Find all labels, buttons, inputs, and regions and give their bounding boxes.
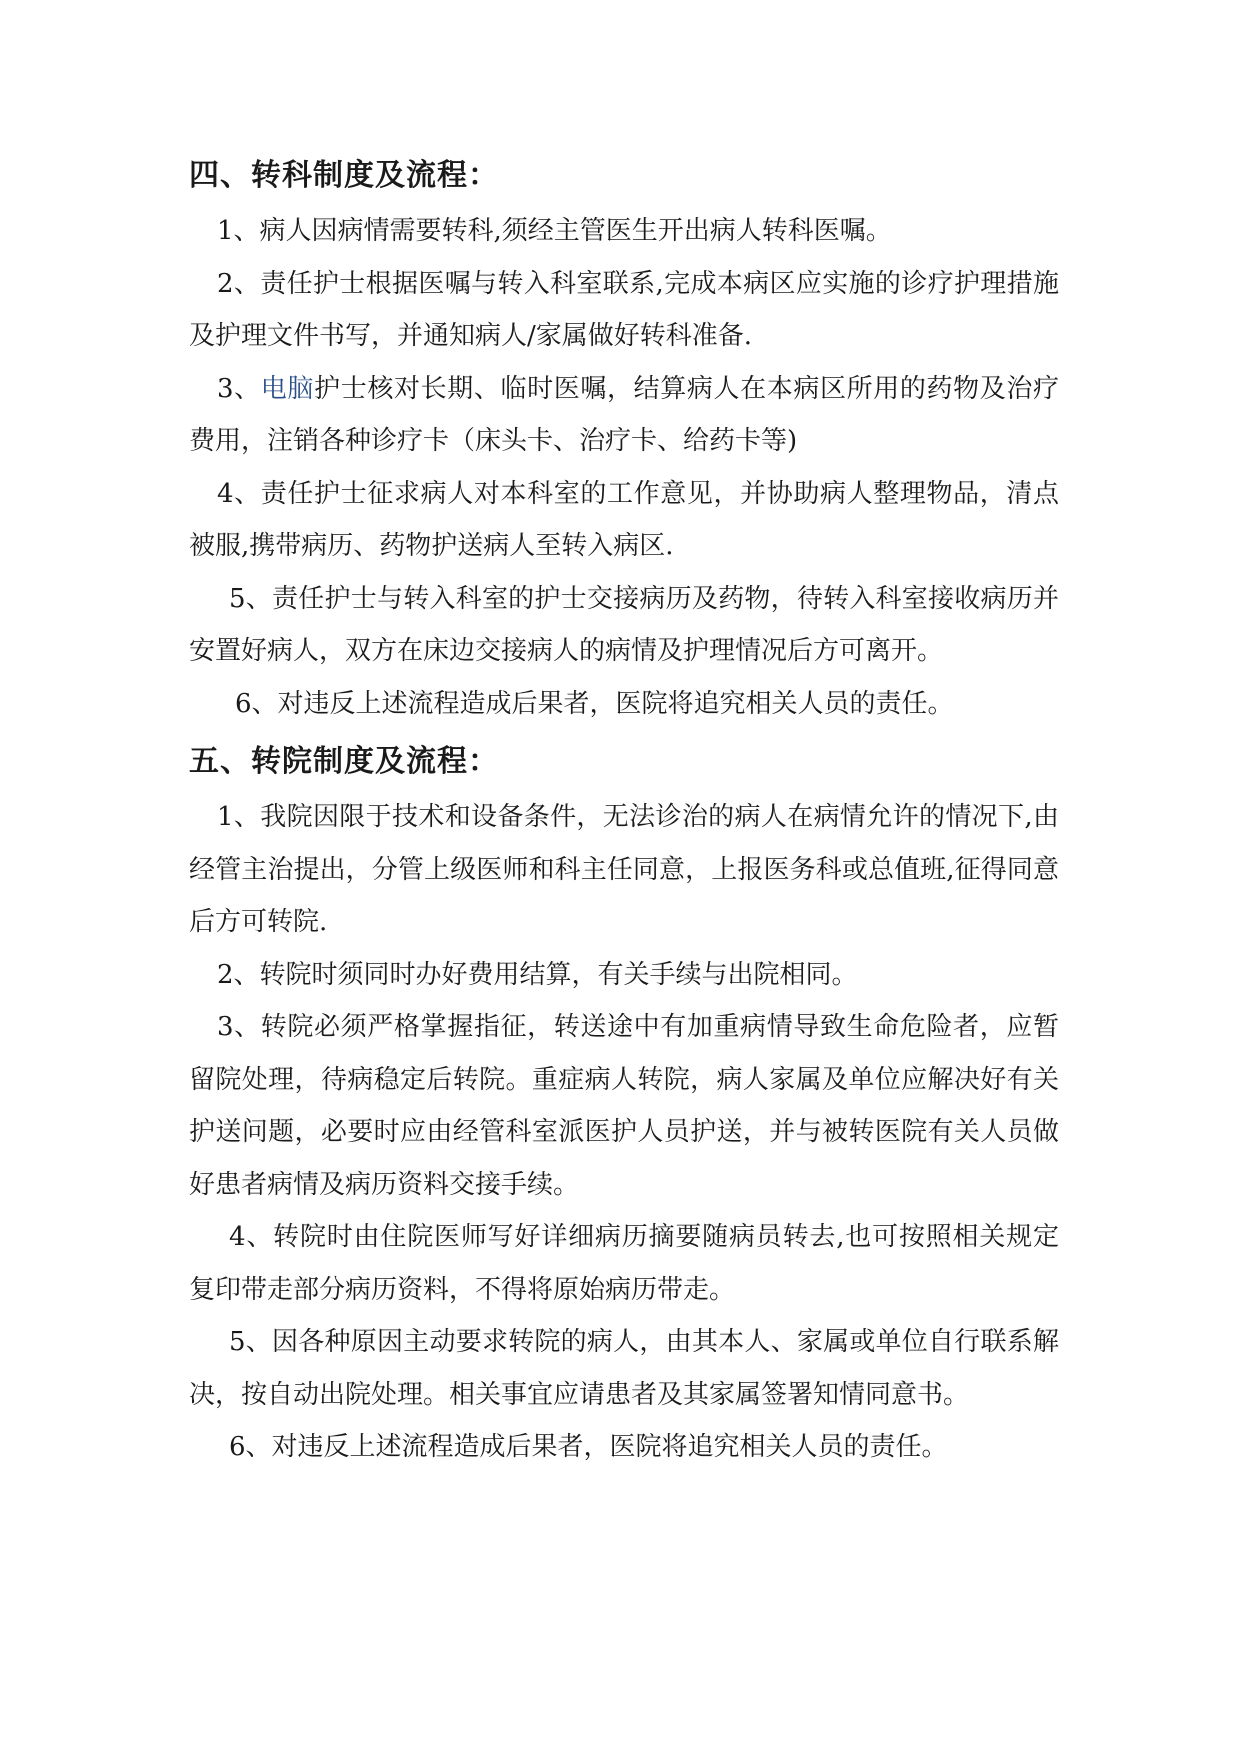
computer-link[interactable]: 电脑 <box>260 373 315 404</box>
section-4-item-1: 1、病人因病情需要转科,须经主管医生开出病人转科医嘱。 <box>217 216 892 246</box>
section-5-item-4: 4、转院时由住院医师写好详细病历摘要随病员转去,也可按照相关规定复印带走部分病历资料，不得将原始病历带走。 <box>189 1222 1059 1305</box>
section-4-item-3-prefix: 3、 <box>217 373 261 404</box>
section-4-heading: 四、转科制度及流程： <box>189 158 499 193</box>
document-body <box>189 150 1059 1474</box>
section-4-item-3 <box>189 363 1059 468</box>
section-4-item-2: 2、责任护士根据医嘱与转入科室联系,完成本病区应实施的诊疗护理措施及护理文件书写，并通知病人/家属做好转科准备. <box>189 268 1059 351</box>
section-4-item-3-text: 护士核对长期、临时医嘱，结算病人在本病区所用的药物及治疗费用，注销各种诊疗卡（床头卡、治疗卡、给药卡等) <box>189 373 1059 456</box>
section-5-item-2: 2、转院时须同时办好费用结算，有关手续与出院相同。 <box>217 959 858 990</box>
section-5-item-1: 1、我院因限于技术和设备条件，无法诊治的病人在病情允许的情况下,由经管主治提出，分管上级医师和科主任同意，上报医务科或总值班,征得同意后方可转院. <box>189 802 1059 937</box>
section-5-item-6: 6、对违反上述流程造成后果者，医院将追究相关人员的责任。 <box>229 1432 948 1462</box>
section-4-item-4: 4、责任护士征求病人对本科室的工作意见，并协助病人整理物品，清点被服,携带病历、药物护送病人至转入病区. <box>189 478 1059 561</box>
section-5-item-3: 3、转院必须严格掌握指征，转送途中有加重病情导致生命危险者，应暂留院处理，待病稳定后转院。重症病人转院，病人家属及单位应解决好有关护送问题，必要时应由经管科室派医护人员护送，并与被转医院有关人员做好患者病情及病历资料交接手续。 <box>189 1012 1059 1200</box>
section-4-item-5: 5、责任护士与转入科室的护士交接病历及药物，待转入科室接收病历并安置好病人，双方在床边交接病人的病情及护理情况后方可离开。 <box>189 583 1059 666</box>
section-4-item-6: 6、对违反上述流程造成后果者，医院将追究相关人员的责任。 <box>235 688 954 719</box>
section-5-item-5: 5、因各种原因主动要求转院的病人，由其本人、家属或单位自行联系解决，按自动出院处理。相关事宜应请患者及其家属签署知情同意书。 <box>189 1327 1059 1410</box>
section-5-heading: 五、转院制度及流程： <box>189 744 499 779</box>
